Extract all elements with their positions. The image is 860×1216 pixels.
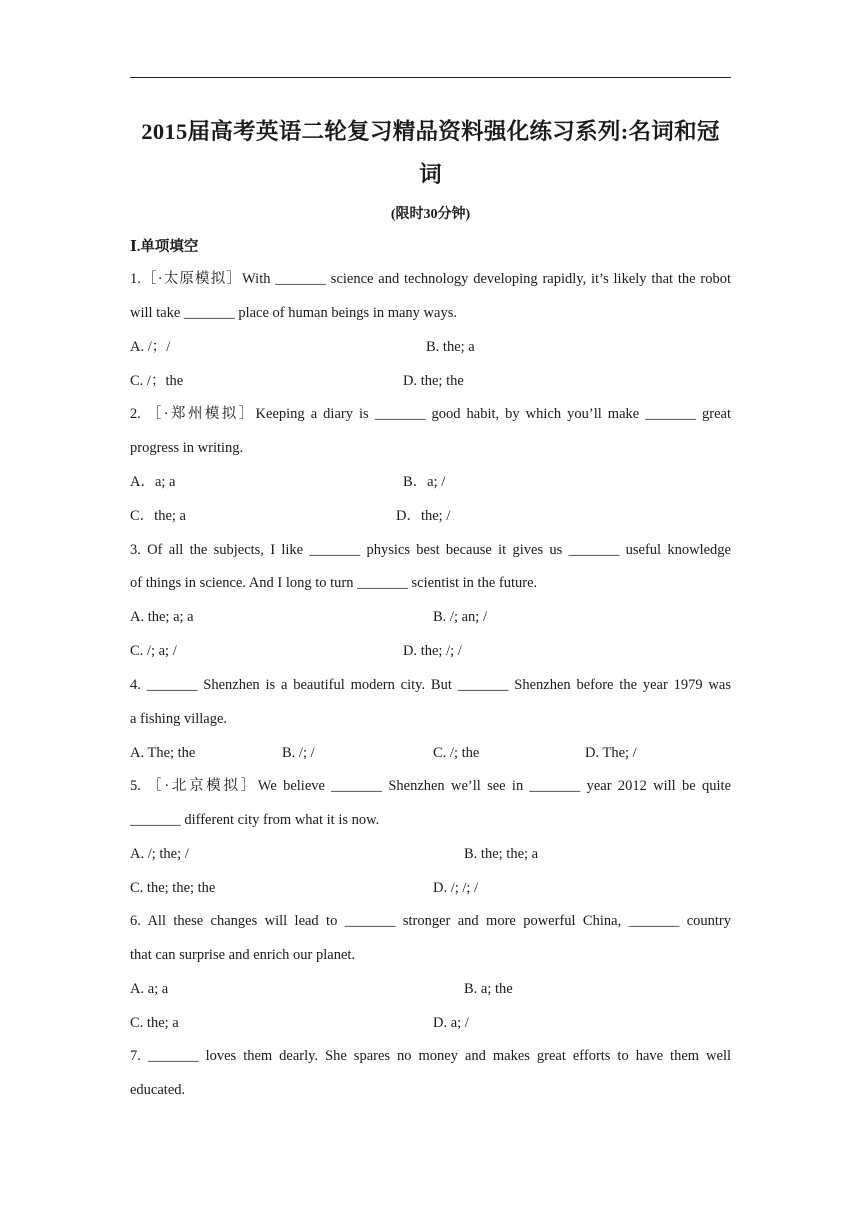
question-5-option-d: D. /; /; /	[433, 880, 479, 896]
question-6-line-1: 6. All these changes will lead to _______ stronger and more powerful China, _______ country	[130, 913, 731, 929]
question-4-line-2: a fishing village.	[130, 711, 228, 727]
question-2-line-1: 2. ［·郑州模拟］Keeping a diary is _______ good habit, by which you’ll make _______ great	[130, 406, 731, 422]
question-7-line-2: educated.	[130, 1082, 186, 1098]
question-1-line-2: will take _______ place of human beings in many ways.	[130, 305, 457, 321]
question-1-option-d: D. the; the	[403, 373, 464, 389]
question-4-option-d: D. The; /	[585, 745, 637, 761]
question-4-option-c: C. /; the	[433, 745, 480, 761]
question-5-line-1: 5. ［·北京模拟］We believe _______ Shenzhen we’ll see in _______ year 2012 will be quite	[130, 778, 731, 794]
question-5-option-a: A. /; the; /	[130, 846, 189, 862]
question-6-option-c: C. the; a	[130, 1015, 179, 1031]
question-3-line-1: 3. Of all the subjects, I like _______ physics best because it gives us _______ useful knowledge	[130, 542, 731, 558]
question-2-line-2: progress in writing.	[130, 440, 244, 456]
question-4-option-b: B. /; /	[282, 745, 315, 761]
question-2-option-c: C．the; a	[130, 508, 186, 524]
header-rule	[130, 77, 731, 78]
question-1-option-b: B. the; a	[426, 339, 475, 355]
question-1-option-c: C. /；the	[130, 373, 184, 389]
question-1-line-1: 1.［·太原模拟］With _______ science and technology developing rapidly, it’s likely that the robot	[130, 271, 731, 287]
question-3-line-2: of things in science. And I long to turn _______ scientist in the future.	[130, 575, 538, 591]
question-6-line-2: that can surprise and enrich our planet.	[130, 947, 356, 963]
question-5-option-c: C. the; the; the	[130, 880, 216, 896]
question-4-option-a: A. The; the	[130, 745, 196, 761]
question-5-line-2: _______ different city from what it is now.	[130, 812, 380, 828]
question-7-line-1: 7. _______ loves them dearly. She spares no money and makes great efforts to have them well	[130, 1048, 731, 1064]
question-6-option-d: D. a; /	[433, 1015, 469, 1031]
question-6-option-b: B. a; the	[464, 981, 513, 997]
question-3-option-b: B. /; an; /	[433, 609, 487, 625]
page-title: 2015届高考英语二轮复习精品资料强化练习系列:名词和冠	[141, 119, 720, 144]
question-2-option-d: D．the; /	[396, 508, 451, 524]
section-title: Ⅰ.单项填空	[130, 239, 199, 255]
question-6-option-a: A. a; a	[130, 981, 169, 997]
page-title-continued: 词	[419, 162, 442, 187]
time-limit: (限时30分钟)	[390, 207, 471, 222]
question-1-option-a: A. /；/	[130, 339, 171, 355]
question-4-line-1: 4. _______ Shenzhen is a beautiful modern city. But _______ Shenzhen before the year 1979 was	[130, 677, 731, 693]
question-3-option-d: D. the; /; /	[403, 643, 462, 659]
question-3-option-a: A. the; a; a	[130, 609, 194, 625]
question-5-option-b: B. the; the; a	[464, 846, 539, 862]
question-2-option-a: A．a; a	[130, 474, 176, 490]
question-2-option-b: B．a; /	[403, 474, 446, 490]
question-3-option-c: C. /; a; /	[130, 643, 177, 659]
